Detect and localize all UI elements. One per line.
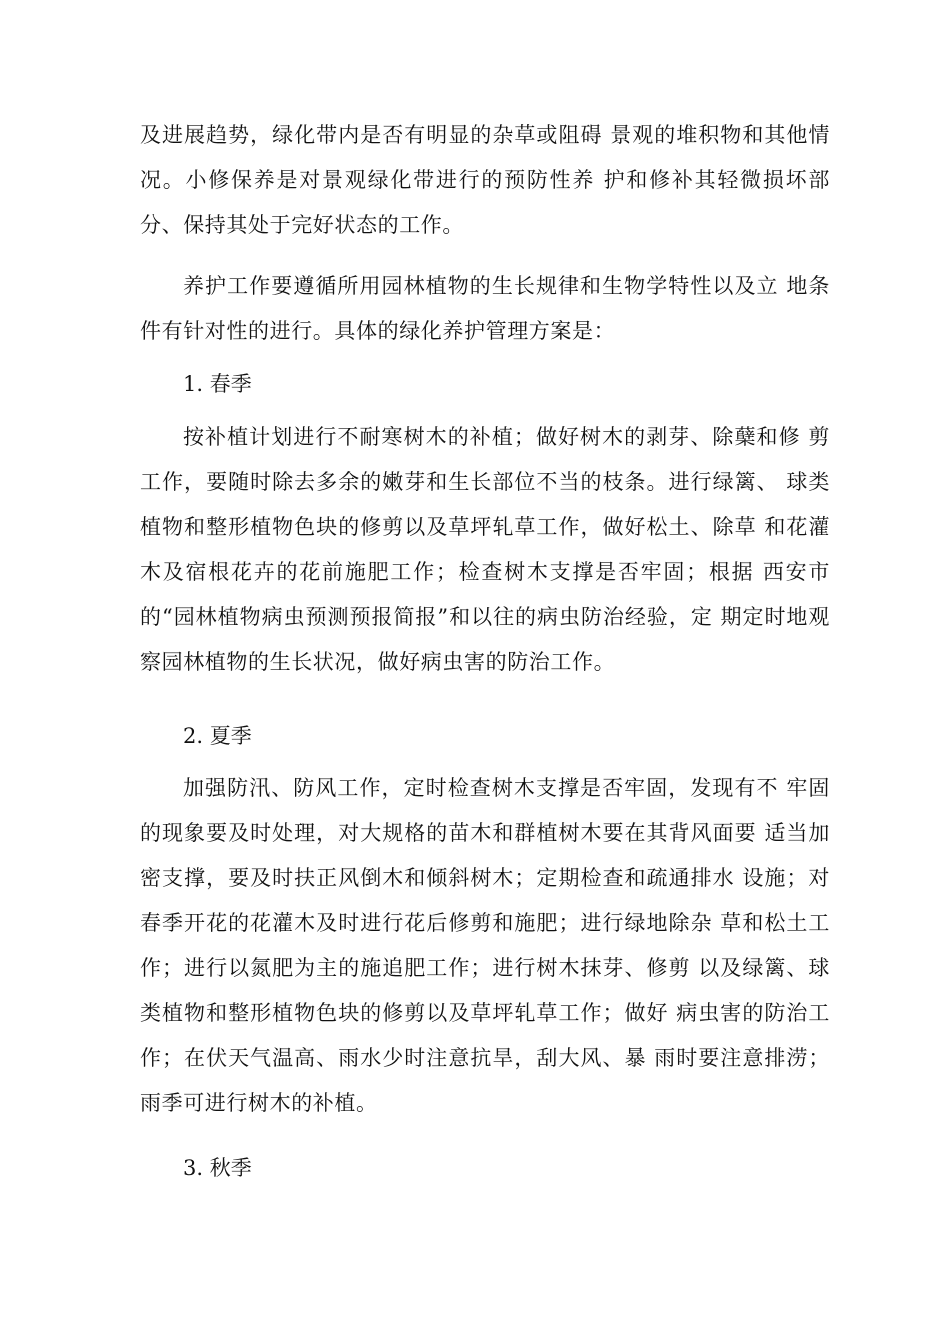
paragraph-maintenance-principles: 养护工作要遵循所用园林植物的生长规律和生物学特性以及立 地条件有针对性的进行。具体的绿化养护管理方案是：: [140, 274, 830, 343]
paragraph-spring: 按补植计划进行不耐寒树木的补植；做好树木的剥芽、除蘖和修 剪工作，要随时除去多余的嫩芽和生长部位不当的枝条。进行绿篱、 球类植物和整形植物色块的修剪以及草坪轧草工作，做好松土、除草 和花灌木及宿根花卉的花前施肥工作；检查树木支撑是否牢固；根据 西安市的“园林植物病虫预测预报简报”和以往的病虫防治经验，定 期定时地观察园林植物的生长状况，做好病虫害的防治工作。: [140, 425, 830, 674]
section-heading-summer: 2. 夏季: [183, 724, 252, 748]
paragraph-intro-continued: 及进展趋势，绿化带内是否有明显的杂草或阻碍 景观的堆积物和其他情况。小修保养是对景观绿化带进行的预防性养 护和修补其轻微损坏部分、保持其处于完好状态的工作。: [140, 123, 830, 237]
paragraph-summer: 加强防汛、防风工作，定时检查树木支撑是否牢固，发现有不 牢固的现象要及时处理，对大规格的苗木和群植树木要在其背风面要 适当加密支撑，要及时扶正风倒木和倾斜树木；定期检查和疏通排水 设施；对春季开花的花灌木及时进行花后修剪和施肥；进行绿地除杂 草和松土工作；进行以氮肥为主的施追肥工作；进行树木抹芽、修剪 以及绿篱、球类植物和整形植物色块的修剪以及草坪轧草工作；做好 病虫害的防治工作；在伏天气温高、雨水少时注意抗旱，刮大风、暴 雨时要注意排涝；雨季可进行树木的补植。: [140, 776, 830, 1115]
section-heading-autumn: 3. 秋季: [183, 1156, 252, 1180]
section-heading-spring: 1. 春季: [183, 372, 252, 396]
